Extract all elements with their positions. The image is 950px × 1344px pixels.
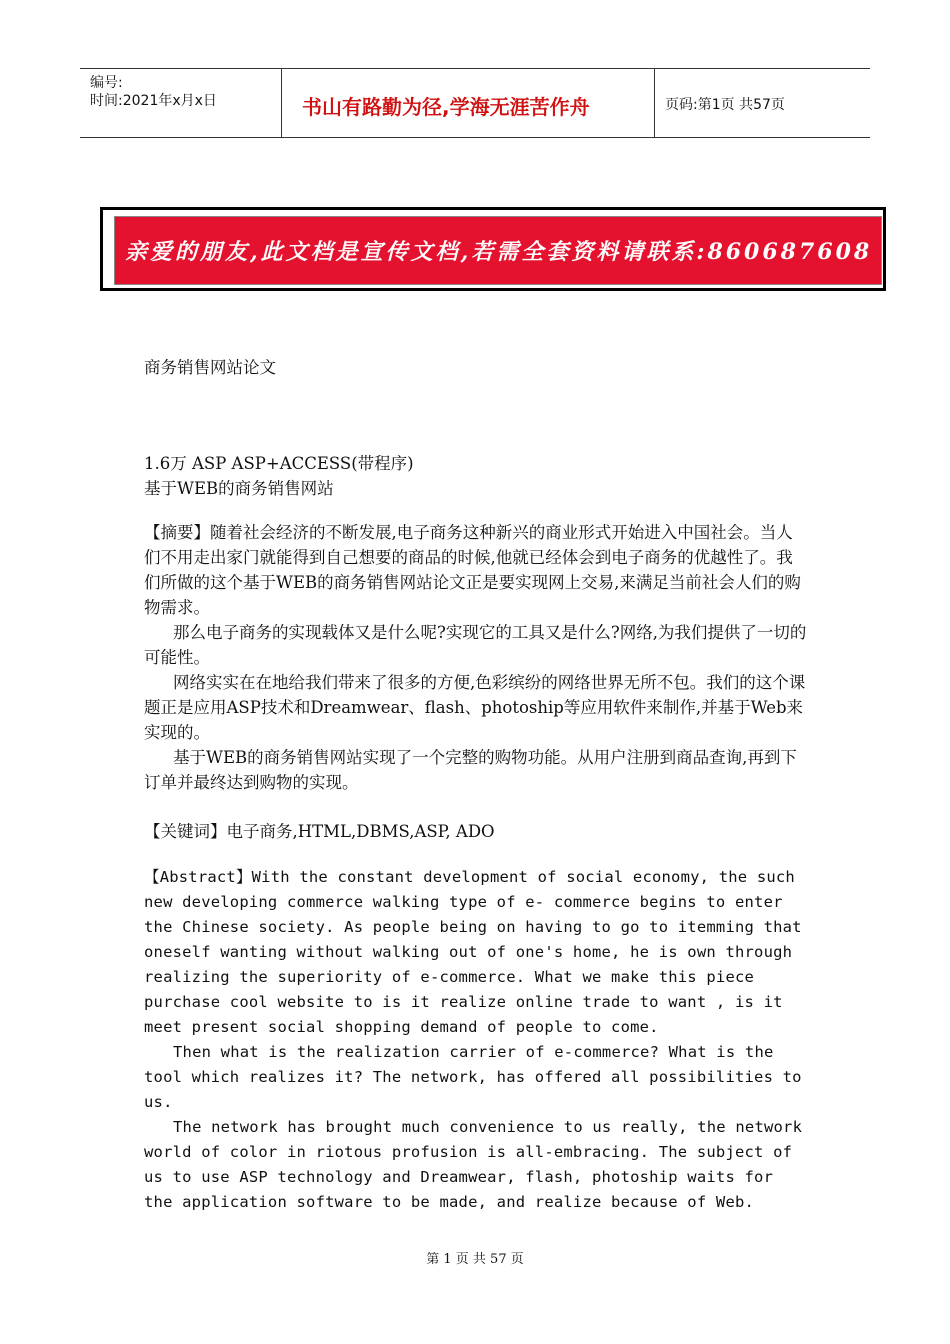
english-paragraph-2: Then what is the realization carrier of e-commerce? What is the tool which realizes it? The network, has offered all possibilities to us. (144, 1043, 802, 1111)
paragraph-4: 基于WEB的商务销售网站实现了一个完整的购物功能。从用户注册到商品查询,再到下订单并最终达到购物的实现。 (144, 748, 797, 792)
document-subtitle: 基于WEB的商务销售网站 (144, 479, 334, 498)
abstract-chinese: 【摘要】随着社会经济的不断发展,电子商务这种新兴的商业形式开始进入中国社会。当人们不用走出家门就能得到自己想要的商品的时候,他就已经体会到电子商务的优越性了。我们所做的这个基于WEB的商务销售网站论文正是要实现网上交易,来满足当前社会人们的购物需求。 (144, 523, 801, 617)
paragraph-2: 那么电子商务的实现载体又是什么呢?实现它的工具又是什么?网络,为我们提供了一切的可能性。 (144, 623, 807, 667)
promo-banner (100, 207, 886, 291)
header-motto: 书山有路勤为径,学海无涯苦作舟 (302, 95, 590, 119)
promo-banner-fill (115, 217, 881, 284)
document-number-label: 编号: (90, 75, 123, 91)
english-paragraph-3: The network has brought much convenience to us really, the network world of color in riotous profusion is all-embracing. The subject of us to use ASP technology and Dreamwear, flash, photoship waits for the application software to be made, and realize because of Web. (144, 1118, 803, 1211)
document-date-label: 时间:2021年x月x日 (90, 93, 217, 109)
header-info-cell (80, 69, 282, 137)
document-title: 商务销售网站论文 (144, 358, 276, 377)
page-footer: 第 1 页 共 57 页 (426, 1252, 524, 1267)
page-header (80, 68, 870, 138)
keywords-line: 【关键词】电子商务,HTML,DBMS,ASP, ADO (144, 822, 495, 841)
document-meta-line: 1.6万 ASP ASP+ACCESS(带程序) (144, 454, 414, 473)
header-motto-cell (282, 69, 655, 137)
paragraph-3: 网络实实在在地给我们带来了很多的方便,色彩缤纷的网络世界无所不包。我们的这个课题正是应用ASP技术和Dreamwear、flash、photoship等应用软件来制作,并基于Web来实现的。 (144, 673, 806, 742)
header-page-cell (655, 69, 870, 137)
header-page-info: 页码:第1页 共57页 (665, 97, 785, 113)
promo-banner-text: 亲爱的朋友,此文档是宣传文档,若需全套资料请联系:860687608 (125, 239, 873, 265)
abstract-english: 【Abstract】With the constant development of social economy, the such new developing commerce walking type of e- commerce begins to enter the Chinese society. As people being on having to go to itemming that oneself wanting without walking out of one's home, he is own through realizing the superiority of e-commerce. What we make this piece purchase cool website to is it realize online trade to want , is it meet present social shopping demand of people to come. (144, 868, 802, 1036)
